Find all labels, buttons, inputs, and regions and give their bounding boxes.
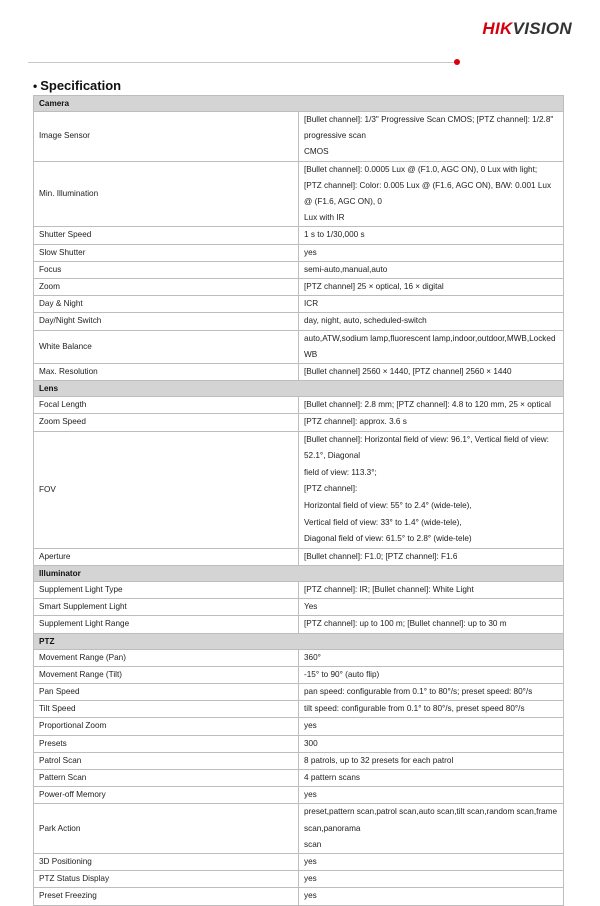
spec-name: Focal Length	[34, 397, 299, 414]
spec-value	[299, 296, 564, 313]
spec-name: Zoom Speed	[34, 414, 299, 431]
spec-value	[299, 548, 564, 565]
spec-value-line: pan speed: configurable from 0.1° to 80°/s; preset speed: 80°/s	[304, 687, 533, 697]
table-row	[34, 244, 564, 261]
spec-value	[299, 718, 564, 735]
table-row	[34, 397, 564, 414]
spec-value	[299, 599, 564, 616]
table-row	[34, 871, 564, 888]
spec-value-line: yes	[304, 790, 317, 800]
spec-value-line: 8 patrols, up to 32 presets for each patrol	[304, 755, 454, 765]
section-header	[34, 566, 564, 582]
table-row	[34, 684, 564, 701]
table-row	[34, 735, 564, 752]
spec-value-line: [Bullet channel]: 1/3" Progressive Scan CMOS; [PTZ channel]: 1/2.8" progressive scan	[304, 115, 554, 141]
spec-value-line: Diagonal field of view: 61.5° to 2.8° (wide-tele)	[304, 534, 472, 544]
spec-value	[299, 752, 564, 769]
spec-name: Supplement Light Type	[34, 582, 299, 599]
spec-value-line: -15° to 90° (auto flip)	[304, 669, 380, 679]
spec-value	[299, 161, 564, 227]
table-row	[34, 161, 564, 227]
table-row	[34, 296, 564, 313]
section-header	[34, 381, 564, 397]
spec-value	[299, 279, 564, 296]
section-title: Camera	[34, 96, 564, 112]
spec-value-line: 4 pattern scans	[304, 773, 360, 783]
spec-name: Aperture	[34, 548, 299, 565]
table-row	[34, 854, 564, 871]
spec-value	[299, 414, 564, 431]
spec-value-line: yes	[304, 874, 317, 884]
page-title	[33, 78, 121, 93]
spec-name: Patrol Scan	[34, 752, 299, 769]
spec-value-line: field of view: 113.3°;	[304, 467, 377, 477]
spec-table	[33, 95, 564, 906]
spec-value	[299, 582, 564, 599]
spec-value	[299, 735, 564, 752]
spec-value-line: semi-auto,manual,auto	[304, 264, 388, 274]
spec-value	[299, 330, 564, 363]
spec-name: Supplement Light Range	[34, 616, 299, 633]
table-row	[34, 649, 564, 666]
spec-value	[299, 666, 564, 683]
spec-name: Pattern Scan	[34, 770, 299, 787]
spec-value	[299, 701, 564, 718]
table-row	[34, 227, 564, 244]
spec-name: Tilt Speed	[34, 701, 299, 718]
spec-value	[299, 244, 564, 261]
spec-name: Movement Range (Tilt)	[34, 666, 299, 683]
title-text: Specification	[40, 78, 122, 93]
spec-value-line: Vertical field of view: 33° to 1.4° (wide-tele),	[304, 517, 462, 527]
spec-value-line: [Bullet channel]: F1.0; [PTZ channel]: F1.6	[304, 551, 458, 561]
spec-value-line: [PTZ channel]: approx. 3.6 s	[304, 417, 407, 427]
table-row	[34, 261, 564, 278]
table-row	[34, 548, 564, 565]
logo-dark-part: VISION	[512, 19, 572, 38]
table-row	[34, 364, 564, 381]
table-row	[34, 701, 564, 718]
spec-value	[299, 871, 564, 888]
spec-name: Preset Freezing	[34, 888, 299, 905]
spec-value	[299, 616, 564, 633]
title-bullet: •	[33, 79, 38, 93]
spec-value	[299, 261, 564, 278]
table-row	[34, 582, 564, 599]
table-row	[34, 599, 564, 616]
spec-value-line: yes	[304, 857, 317, 867]
spec-value-line: preset,pattern scan,patrol scan,auto scan,tilt scan,random scan,frame scan,panorama	[304, 807, 558, 833]
spec-value	[299, 770, 564, 787]
table-row	[34, 888, 564, 905]
spec-name: Day & Night	[34, 296, 299, 313]
spec-value-line: tilt speed: configurable from 0.1° to 80°/s, preset speed 80°/s	[304, 704, 525, 714]
table-row	[34, 718, 564, 735]
spec-name: Presets	[34, 735, 299, 752]
spec-value-line: [PTZ channel]: Color: 0.005 Lux @ (F1.6, AGC ON), B/W: 0.001 Lux @ (F1.6, AGC ON), 0	[304, 180, 552, 207]
spec-value-line: 1 s to 1/30,000 s	[304, 230, 365, 240]
spec-value	[299, 649, 564, 666]
spec-value-line: [Bullet channel]: 0.0005 Lux @ (F1.0, AGC ON), 0 Lux with light;	[304, 164, 538, 174]
spec-name: Proportional Zoom	[34, 718, 299, 735]
spec-name: Day/Night Switch	[34, 313, 299, 330]
spec-name: Movement Range (Pan)	[34, 649, 299, 666]
table-row	[34, 313, 564, 330]
spec-value-line: [PTZ channel]: up to 100 m; [Bullet channel]: up to 30 m	[304, 619, 507, 629]
spec-value	[299, 804, 564, 854]
spec-name: PTZ Status Display	[34, 871, 299, 888]
spec-value	[299, 787, 564, 804]
spec-value-line: yes	[304, 891, 317, 901]
table-row	[34, 616, 564, 633]
spec-name: Shutter Speed	[34, 227, 299, 244]
section-title: Lens	[34, 381, 564, 397]
table-row	[34, 770, 564, 787]
table-row	[34, 330, 564, 363]
spec-name: Smart Supplement Light	[34, 599, 299, 616]
spec-value-line: ICR	[304, 299, 319, 309]
hikvision-logo	[482, 19, 572, 39]
spec-value-line: [PTZ channel]:	[304, 484, 358, 494]
spec-name: Max. Resolution	[34, 364, 299, 381]
spec-name: FOV	[34, 431, 299, 548]
spec-value-line: 300	[304, 738, 318, 748]
spec-value	[299, 112, 564, 162]
header-rule	[28, 62, 456, 63]
spec-value-line: Horizontal field of view: 55° to 2.4° (wide-tele),	[304, 501, 472, 511]
spec-name: 3D Positioning	[34, 854, 299, 871]
spec-value-line: day, night, auto, scheduled-switch	[304, 316, 427, 326]
table-row	[34, 112, 564, 162]
section-title: Illuminator	[34, 566, 564, 582]
spec-value-line: CMOS	[304, 147, 329, 157]
spec-value-line: 360°	[304, 652, 321, 662]
header-rule-dot	[454, 59, 460, 65]
spec-value-line: auto,ATW,sodium lamp,fluorescent lamp,indoor,outdoor,MWB,Locked WB	[304, 333, 556, 359]
spec-name: Image Sensor	[34, 112, 299, 162]
table-row	[34, 666, 564, 683]
spec-value	[299, 854, 564, 871]
spec-name: Focus	[34, 261, 299, 278]
section-title: PTZ	[34, 633, 564, 649]
spec-value-line: Yes	[304, 602, 318, 612]
spec-value-line: [Bullet channel]: 2.8 mm; [PTZ channel]: 4.8 to 120 mm, 25 × optical	[304, 400, 551, 410]
spec-name: Power-off Memory	[34, 787, 299, 804]
spec-value-line: scan	[304, 839, 322, 849]
spec-name: Pan Speed	[34, 684, 299, 701]
spec-name: Slow Shutter	[34, 244, 299, 261]
spec-value-line: [Bullet channel] 2560 × 1440, [PTZ channel] 2560 × 1440	[304, 367, 512, 377]
spec-value	[299, 227, 564, 244]
spec-name: Park Action	[34, 804, 299, 854]
spec-value	[299, 431, 564, 548]
spec-name: White Balance	[34, 330, 299, 363]
spec-value	[299, 313, 564, 330]
table-row	[34, 804, 564, 854]
logo-red-part: HIK	[482, 19, 513, 38]
table-row	[34, 279, 564, 296]
table-row	[34, 787, 564, 804]
spec-value-line: yes	[304, 721, 317, 731]
spec-value	[299, 364, 564, 381]
spec-value	[299, 684, 564, 701]
spec-value	[299, 397, 564, 414]
section-header	[34, 633, 564, 649]
section-header	[34, 96, 564, 112]
table-row	[34, 752, 564, 769]
spec-value-line: Lux with IR	[304, 213, 345, 223]
spec-value-line: [PTZ channel] 25 × optical, 16 × digital	[304, 282, 444, 292]
spec-value-line: yes	[304, 247, 317, 257]
spec-value-line: [PTZ channel]: IR; [Bullet channel]: White Light	[304, 585, 474, 595]
table-row	[34, 431, 564, 548]
spec-name: Zoom	[34, 279, 299, 296]
spec-value-line: [Bullet channel]: Horizontal field of view: 96.1°, Vertical field of view: 52.1°, Diagonal	[304, 434, 549, 461]
spec-name: Min. Illumination	[34, 161, 299, 227]
table-row	[34, 414, 564, 431]
spec-value	[299, 888, 564, 905]
